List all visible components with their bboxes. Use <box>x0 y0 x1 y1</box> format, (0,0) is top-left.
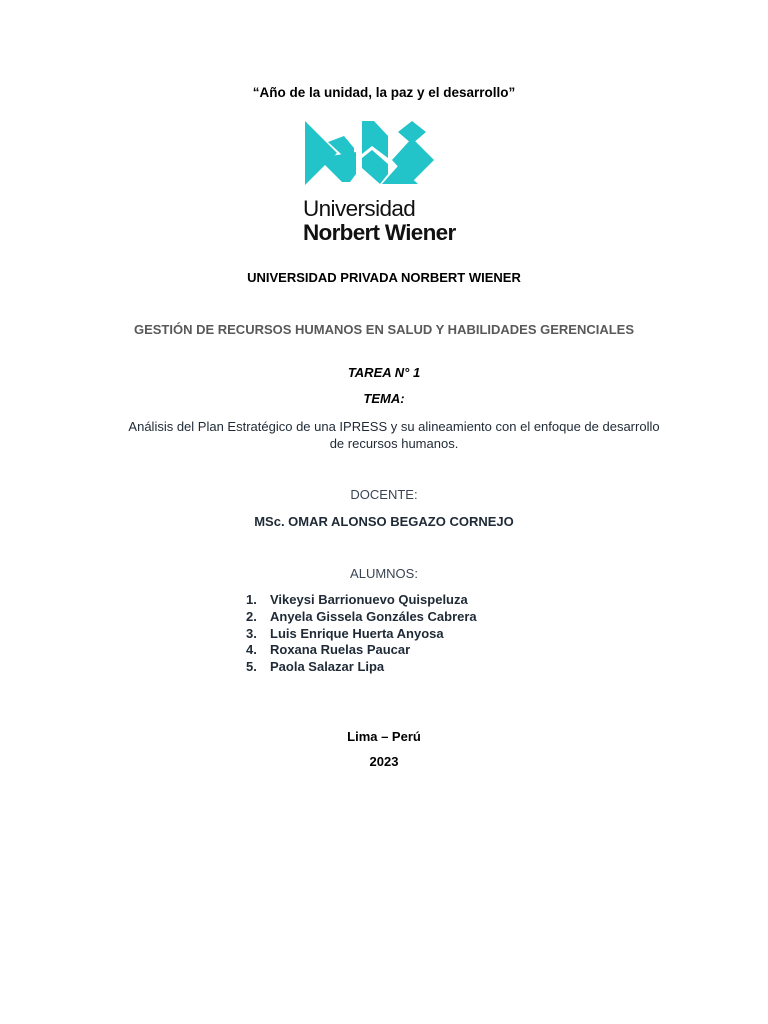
list-item: 3. Luis Enrique Huerta Anyosa <box>246 625 444 641</box>
theme-label: TEMA: <box>363 391 405 406</box>
student-name: Roxana Ruelas Paucar <box>270 642 411 658</box>
city-country: Lima – Perú <box>347 729 421 744</box>
students-label: ALUMNOS: <box>350 566 418 581</box>
theme-description: Análisis del Plan Estratégico de una IPRESS y su alineamiento con el enfoque de desarrollo de recursos humanos. <box>128 419 660 451</box>
student-name: Anyela Gissela Gonzáles Cabrera <box>270 608 477 624</box>
logo-text-norbert-wiener: Norbert Wiener <box>303 220 456 245</box>
list-item: 5. Paola Salazar Lipa <box>246 659 385 675</box>
list-item: 4. Roxana Ruelas Paucar <box>246 642 411 658</box>
list-item: 1. Vikeysi Barrionuevo Quispeluza <box>246 592 468 607</box>
student-name: Vikeysi Barrionuevo Quispeluza <box>270 592 468 607</box>
task-number: TAREA N° 1 <box>347 365 421 380</box>
teacher-name: MSc. OMAR ALONSO BEGAZO CORNEJO <box>254 514 514 529</box>
logo-mark-icon <box>302 118 436 188</box>
year-motto: “Año de la unidad, la paz y el desarrollo” <box>252 85 516 100</box>
university-name: UNIVERSIDAD PRIVADA NORBERT WIENER <box>247 270 521 285</box>
university-logo <box>300 116 490 251</box>
student-name: Luis Enrique Huerta Anyosa <box>270 625 444 641</box>
teacher-label: DOCENTE: <box>350 487 418 502</box>
students-list <box>246 592 477 676</box>
document-year: 2023 <box>369 754 399 769</box>
list-item: 2. Anyela Gissela Gonzáles Cabrera <box>246 608 477 624</box>
student-name: Paola Salazar Lipa <box>270 659 385 675</box>
logo-text-universidad: Universidad <box>303 196 416 221</box>
course-title: GESTIÓN DE RECURSOS HUMANOS EN SALUD Y HABILIDADES GERENCIALES <box>133 322 635 337</box>
